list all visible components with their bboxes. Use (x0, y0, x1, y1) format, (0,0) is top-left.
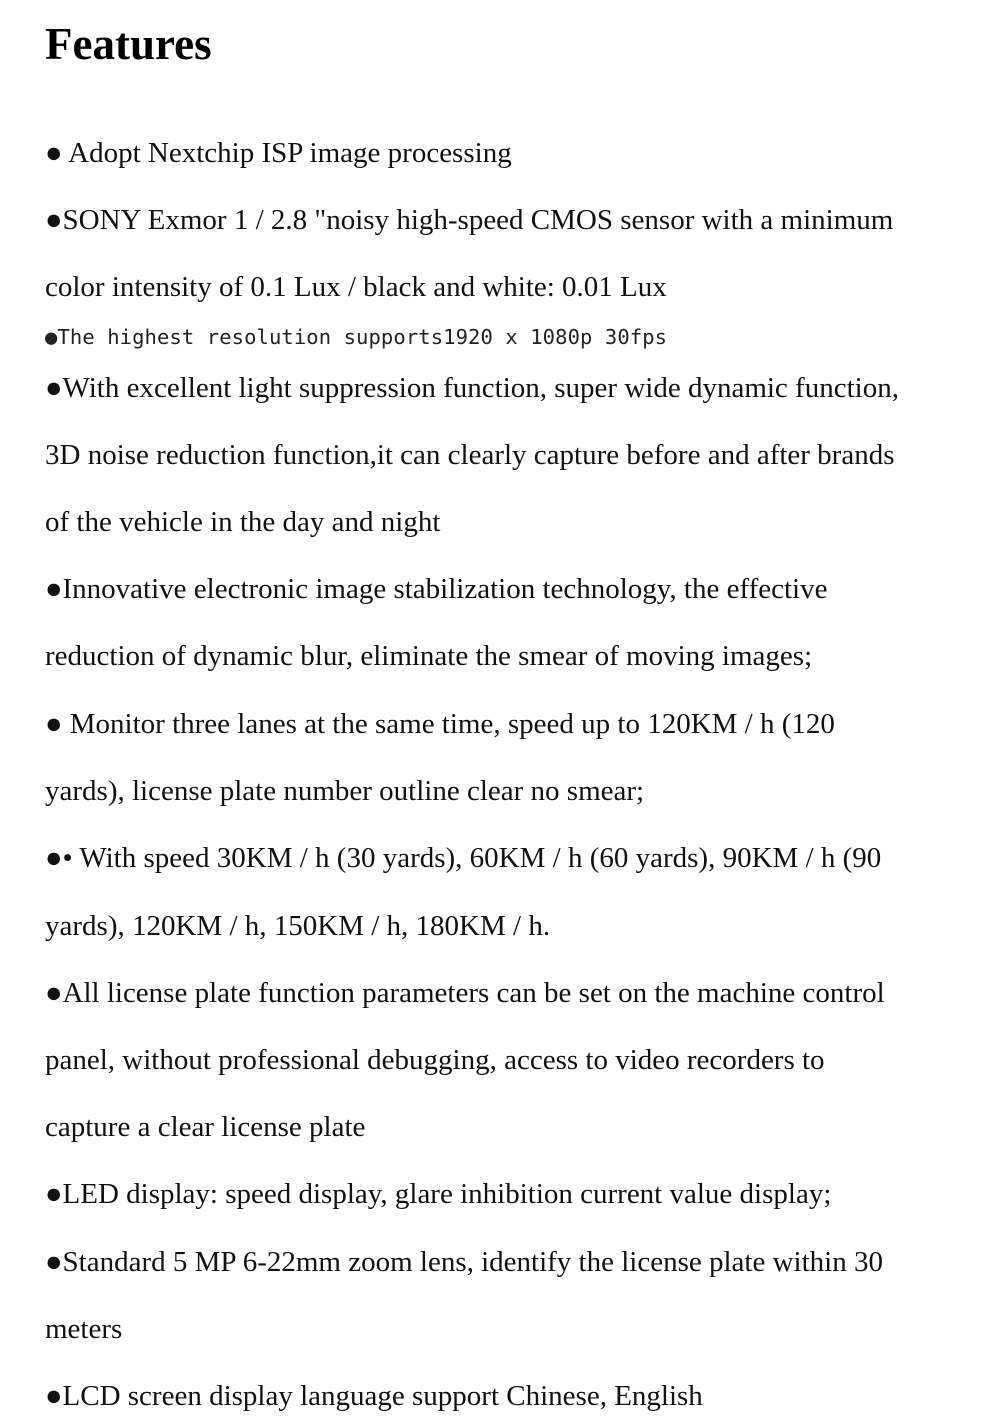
feature-line-light-suppression-cont: 3D noise reduction function,it can clearly capture before and after brands (45, 439, 895, 471)
feature-line-light-suppression-cont-2: of the vehicle in the day and night (45, 506, 441, 538)
feature-line-three-lanes-cont: yards), license plate number outline clear no smear; (45, 775, 645, 807)
feature-line-zoom-lens: ●Standard 5 MP 6-22mm zoom lens, identify the license plate within 30 (45, 1246, 883, 1278)
feature-line-three-lanes: ● Monitor three lanes at the same time, speed up to 120KM / h (120 (45, 708, 835, 740)
feature-line-led-display: ●LED display: speed display, glare inhibition current value display; (45, 1178, 832, 1210)
feature-line-control-panel: ●All license plate function parameters can be set on the machine control (45, 977, 885, 1009)
feature-line-light-suppression: ●With excellent light suppression function, super wide dynamic function, (45, 372, 899, 404)
feature-line-resolution: ●The highest resolution supports1920 x 1080p 30fps (45, 325, 668, 349)
feature-line-stabilization: ●Innovative electronic image stabilization technology, the effective (45, 573, 828, 605)
feature-line-speeds-cont: yards), 120KM / h, 150KM / h, 180KM / h. (45, 910, 551, 942)
feature-line-stabilization-cont: reduction of dynamic blur, eliminate the smear of moving images; (45, 640, 813, 672)
feature-line-zoom-lens-cont: meters (45, 1313, 123, 1345)
feature-line-speeds: ●• With speed 30KM / h (30 yards), 60KM / h (60 yards), 90KM / h (90 (45, 842, 882, 874)
feature-line-control-panel-cont: panel, without professional debugging, access to video recorders to (45, 1044, 825, 1076)
feature-line-control-panel-cont-2: capture a clear license plate (45, 1111, 366, 1143)
page-title: Features (45, 19, 212, 69)
feature-line-lcd-language: ●LCD screen display language support Chinese, English (45, 1380, 703, 1412)
feature-line-sony-sensor: ●SONY Exmor 1 / 2.8 "noisy high-speed CMOS sensor with a minimum (45, 204, 894, 236)
feature-line-nextchip-isp: ● Adopt Nextchip ISP image processing (45, 137, 512, 169)
feature-line-sony-sensor-cont: color intensity of 0.1 Lux / black and white: 0.01 Lux (45, 271, 667, 303)
